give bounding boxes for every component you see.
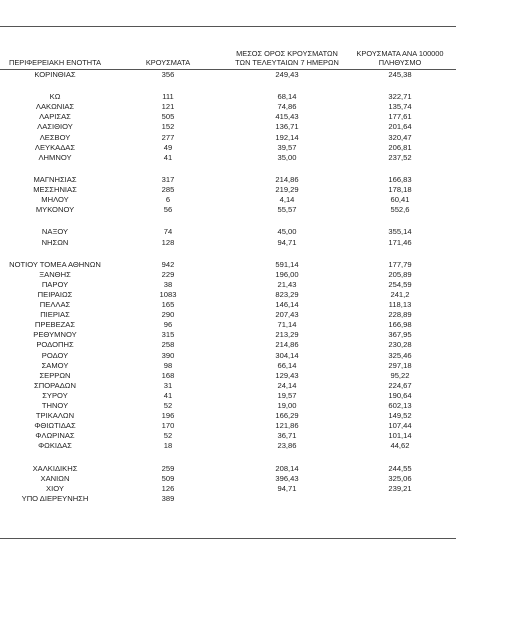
- table-row: [0, 371, 456, 381]
- table-spacer-row: [0, 451, 456, 463]
- per100k-cell: 171,46: [388, 237, 412, 247]
- per100k-cell: 355,14: [388, 227, 412, 237]
- region-cell: ΠΑΡΟΥ: [41, 279, 69, 289]
- avg7-cell: 166,29: [275, 411, 299, 421]
- avg7-cell: 146,14: [275, 300, 299, 310]
- region-cell: ΛΕΣΒΟΥ: [39, 132, 71, 142]
- cases-cell: 259: [161, 463, 175, 473]
- per100k-cell: 95,22: [390, 370, 410, 380]
- table-row: [0, 351, 456, 361]
- table-spacer-row: [0, 163, 456, 175]
- cases-cell: 165: [161, 300, 175, 310]
- cases-cell: 18: [163, 441, 173, 451]
- cases-cell: 126: [161, 483, 175, 493]
- cases-cell: 41: [163, 152, 173, 162]
- table-row: [0, 143, 456, 153]
- region-cell: ΜΥΚΟΝΟΥ: [35, 205, 75, 215]
- per100k-cell: 135,74: [388, 102, 412, 112]
- table-row: [0, 421, 456, 431]
- per100k-cell: 297,18: [388, 360, 412, 370]
- top-rule: [0, 26, 456, 27]
- region-cell: ΤΗΝΟΥ: [41, 401, 69, 410]
- region-cell: ΛΕΥΚΑΔΑΣ: [34, 142, 76, 152]
- avg7-cell: 4,14: [279, 195, 295, 205]
- table-row: [0, 474, 456, 484]
- cases-cell: 356: [161, 70, 175, 79]
- avg7-cell: 23,86: [277, 441, 297, 451]
- table-row: [0, 320, 456, 330]
- avg7-cell: 823,29: [275, 289, 299, 299]
- cases-cell: 315: [161, 330, 175, 340]
- region-cell: ΠΙΕΡΙΑΣ: [40, 310, 70, 320]
- per100k-cell: 228,89: [388, 310, 412, 320]
- region-cell: ΡΟΔΟΥ: [41, 350, 69, 360]
- region-cell: ΣΑΜΟΥ: [41, 360, 69, 370]
- region-cell: ΛΗΜΝΟΥ: [38, 152, 72, 162]
- cases-cell: 317: [161, 174, 175, 184]
- avg7-cell: 249,43: [275, 70, 299, 79]
- cases-cell: 389: [161, 493, 175, 503]
- avg7-cell: 66,14: [277, 360, 297, 370]
- region-cell: ΣΠΟΡΑΔΩΝ: [34, 380, 76, 390]
- per100k-cell: 101,14: [388, 431, 412, 441]
- cases-cell: 52: [163, 431, 173, 441]
- region-cell: ΧΙΟΥ: [46, 483, 64, 493]
- table-row: [0, 270, 456, 280]
- cases-cell: 52: [163, 401, 173, 410]
- per100k-cell: 60,41: [390, 195, 410, 205]
- avg7-cell: 71,14: [277, 320, 297, 330]
- region-cell: ΛΑΣΙΘΙΟΥ: [37, 122, 73, 132]
- avg7-cell: 207,43: [275, 310, 299, 320]
- table-row: [0, 464, 456, 474]
- table-row: [0, 102, 456, 112]
- cases-cell: 41: [163, 390, 173, 400]
- per100k-cell: 166,98: [388, 320, 412, 330]
- cases-cell: 196: [161, 411, 175, 421]
- per100k-cell: 367,95: [388, 330, 412, 340]
- region-cell: ΡΕΘΥΜΝΟΥ: [33, 330, 77, 340]
- cases-cell: 128: [161, 237, 175, 247]
- header-avg7: ΜΕΣΟΣ ΟΡΟΣ ΚΡΟΥΣΜΑΤΩΝ ΤΩΝ ΤΕΛΕΥΤΑΙΩΝ 7 ΗΜΕΡΩΝ: [235, 49, 339, 67]
- table-row: [0, 260, 456, 270]
- region-cell: ΜΕΣΣΗΝΙΑΣ: [33, 185, 77, 195]
- avg7-cell: 19,00: [277, 401, 297, 410]
- cases-cell: 168: [161, 370, 175, 380]
- per100k-cell: 254,59: [388, 279, 412, 289]
- table-row: [0, 484, 456, 494]
- avg7-cell: 213,29: [275, 330, 299, 340]
- cases-cell: 31: [163, 380, 173, 390]
- per100k-cell: 166,83: [388, 174, 412, 184]
- per100k-cell: 602,13: [388, 401, 412, 410]
- region-cell: ΠΕΙΡΑΙΩΣ: [37, 289, 73, 299]
- avg7-cell: 136,71: [275, 122, 299, 132]
- avg7-cell: 396,43: [275, 473, 299, 483]
- region-cell: ΠΡΕΒΕΖΑΣ: [34, 320, 76, 330]
- region-cell: ΧΑΝΙΩΝ: [40, 473, 70, 483]
- region-cell: ΝΑΞΟΥ: [41, 227, 69, 237]
- table-row: [0, 175, 456, 185]
- avg7-cell: 45,00: [277, 227, 297, 237]
- avg7-cell: 35,00: [277, 152, 297, 162]
- cases-cell: 942: [161, 259, 175, 269]
- per100k-cell: 245,38: [388, 70, 412, 79]
- per100k-cell: 177,79: [388, 259, 412, 269]
- per100k-cell: 205,89: [388, 269, 412, 279]
- table-spacer-row: [0, 248, 456, 260]
- avg7-cell: 121,86: [275, 421, 299, 431]
- per100k-cell: 241,2: [390, 289, 410, 299]
- avg7-cell: 196,00: [275, 269, 299, 279]
- cases-cell: 290: [161, 310, 175, 320]
- per100k-cell: 201,64: [388, 122, 412, 132]
- avg7-cell: 39,57: [277, 142, 297, 152]
- region-cell: ΝΗΣΩΝ: [41, 237, 69, 247]
- per100k-cell: 206,81: [388, 142, 412, 152]
- cases-cell: 98: [163, 360, 173, 370]
- per100k-cell: 237,52: [388, 152, 412, 162]
- per100k-cell: 552,6: [390, 205, 410, 215]
- table-row: [0, 227, 456, 237]
- table-row: [0, 195, 456, 205]
- cases-cell: 258: [161, 340, 175, 350]
- per100k-cell: 149,52: [388, 411, 412, 421]
- region-cell: ΤΡΙΚΑΛΩΝ: [35, 411, 75, 421]
- table-row: [0, 205, 456, 215]
- table-row: [0, 122, 456, 132]
- cases-cell: 505: [161, 112, 175, 122]
- cases-cell: 6: [165, 195, 171, 205]
- region-cell: ΥΠΟ ΔΙΕΡΕΥΝΗΣΗ: [21, 493, 89, 503]
- table-row: [0, 381, 456, 391]
- region-cell: ΣΥΡΟΥ: [42, 390, 68, 400]
- per100k-cell: 118,13: [388, 300, 412, 310]
- cases-cell: 49: [163, 142, 173, 152]
- table-row: [0, 300, 456, 310]
- per100k-cell: 107,44: [388, 421, 412, 431]
- table-row: [0, 310, 456, 320]
- bottom-rule: [0, 538, 456, 539]
- region-cell: ΧΑΛΚΙΔΙΚΗΣ: [32, 463, 78, 473]
- avg7-cell: 192,14: [275, 132, 299, 142]
- per100k-cell: 230,28: [388, 340, 412, 350]
- region-cell: ΛΑΚΩΝΙΑΣ: [35, 102, 75, 112]
- region-cell: ΡΟΔΟΠΗΣ: [36, 340, 74, 350]
- avg7-cell: 24,14: [277, 380, 297, 390]
- avg7-cell: 129,43: [275, 370, 299, 380]
- cases-cell: 121: [161, 102, 175, 112]
- per100k-cell: 177,61: [388, 112, 412, 122]
- region-cell: ΚΟΡΙΝΘΙΑΣ: [34, 70, 76, 79]
- table-row: [0, 238, 456, 248]
- avg7-cell: 214,86: [275, 340, 299, 350]
- cases-cell: 509: [161, 473, 175, 483]
- cases-cell: 111: [162, 92, 174, 102]
- table-spacer-row: [0, 215, 456, 227]
- header-per100k: ΚΡΟΥΣΜΑΤΑ ΑΝΑ 100000 ΠΛΗΘΥΣΜΟ: [356, 49, 444, 67]
- table-row: [0, 361, 456, 371]
- region-cell: ΜΑΓΝΗΣΙΑΣ: [33, 174, 77, 184]
- cases-cell: 170: [161, 421, 175, 431]
- table-body: [0, 70, 456, 504]
- table-row: [0, 401, 456, 411]
- table-row: [0, 330, 456, 340]
- avg7-cell: 94,71: [277, 237, 297, 247]
- cases-cell: 38: [163, 279, 173, 289]
- avg7-cell: 214,86: [275, 174, 299, 184]
- region-cell: ΦΛΩΡΙΝΑΣ: [35, 431, 75, 441]
- per100k-cell: 325,06: [388, 473, 412, 483]
- avg7-cell: 74,86: [277, 102, 297, 112]
- per100k-cell: 224,67: [388, 380, 412, 390]
- table-row: [0, 441, 456, 451]
- avg7-cell: 304,14: [275, 350, 299, 360]
- cases-cell: 277: [161, 132, 175, 142]
- region-cell: ΝΟΤΙΟΥ ΤΟΜΕΑ ΑΘΗΝΩΝ: [9, 259, 101, 269]
- table-row: [0, 290, 456, 300]
- per100k-cell: 244,55: [388, 463, 412, 473]
- table-row: [0, 494, 456, 504]
- avg7-cell: 219,29: [275, 185, 299, 195]
- per100k-cell: 239,21: [388, 483, 412, 493]
- avg7-cell: 415,43: [275, 112, 299, 122]
- table-header: [0, 46, 456, 68]
- cases-cell: 152: [161, 122, 175, 132]
- table-row: [0, 340, 456, 350]
- cases-cell: 229: [161, 269, 175, 279]
- region-cell: ΣΕΡΡΩΝ: [39, 370, 71, 380]
- per100k-cell: 320,47: [388, 132, 412, 142]
- per100k-cell: 322,71: [388, 92, 412, 102]
- table-row: [0, 70, 456, 80]
- table-row: [0, 153, 456, 163]
- header-cases: ΚΡΟΥΣΜΑΤΑ: [145, 58, 191, 67]
- cases-cell: 96: [163, 320, 173, 330]
- header-region: ΠΕΡΙΦΕΡΕΙΑΚΗ ΕΝΟΤΗΤΑ: [9, 58, 101, 67]
- table-row: [0, 431, 456, 441]
- table-row: [0, 185, 456, 195]
- avg7-cell: 36,71: [277, 431, 297, 441]
- region-cell: ΜΗΛΟΥ: [41, 195, 69, 205]
- table-spacer-row: [0, 80, 456, 92]
- cases-cell: 1083: [159, 289, 177, 299]
- region-cell: ΦΩΚΙΔΑΣ: [38, 441, 72, 451]
- cases-cell: 390: [161, 350, 175, 360]
- avg7-cell: 55,57: [277, 205, 297, 215]
- avg7-cell: 68,14: [277, 92, 297, 102]
- avg7-cell: 21,43: [277, 279, 297, 289]
- per100k-cell: 44,62: [390, 441, 410, 451]
- avg7-cell: 94,71: [277, 483, 297, 493]
- avg7-cell: 208,14: [275, 463, 299, 473]
- per100k-cell: 178,18: [388, 185, 412, 195]
- region-cell: ΦΘΙΩΤΙΔΑΣ: [34, 421, 76, 431]
- region-cell: ΛΑΡΙΣΑΣ: [39, 112, 71, 122]
- avg7-cell: 591,14: [275, 259, 299, 269]
- cases-cell: 56: [163, 205, 173, 215]
- table-row: [0, 280, 456, 290]
- cases-cell: 285: [161, 185, 175, 195]
- per100k-cell: 190,64: [388, 390, 412, 400]
- region-cell: ΚΩ: [49, 92, 61, 102]
- table-row: [0, 112, 456, 122]
- per100k-cell: 325,46: [388, 350, 412, 360]
- table-row: [0, 391, 456, 401]
- region-cell: ΞΑΝΘΗΣ: [39, 269, 71, 279]
- table-row: [0, 411, 456, 421]
- region-cell: ΠΕΛΛΑΣ: [39, 300, 71, 310]
- table-row: [0, 133, 456, 143]
- table-row: [0, 92, 456, 102]
- avg7-cell: 19,57: [277, 390, 297, 400]
- cases-cell: 74: [163, 227, 173, 237]
